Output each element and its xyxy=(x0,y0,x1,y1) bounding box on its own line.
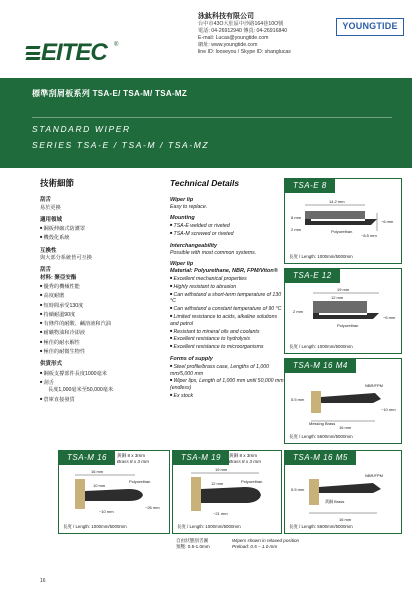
band-divider xyxy=(32,117,392,118)
steel-profile xyxy=(313,301,367,313)
steel-profile xyxy=(305,211,365,219)
list-item: ■ Resistant to mineral oils and coolants xyxy=(170,328,285,336)
card-length: 長度 / Length: 5600mm/5000mm xyxy=(289,434,353,439)
brass-profile xyxy=(309,479,319,505)
brass-profile xyxy=(191,477,201,511)
series-subtitle-1: STANDARD WIPER xyxy=(32,124,131,134)
card-tsa-e8 xyxy=(284,178,402,264)
cn-heading: 技術細節 xyxy=(40,178,75,188)
cn-s4-title: 刮舌 xyxy=(40,267,52,274)
card-subtitle-en: Brass 8 x 3 mm xyxy=(117,458,149,464)
card-tag: TSA-M 16 M4 xyxy=(285,359,356,373)
wiper-lip xyxy=(85,489,143,501)
list-item: ■ 高度耐磨 xyxy=(40,291,150,300)
card-subtitle-cn: 黃銅 8 x 3mm xyxy=(229,453,258,458)
en-s1-title: Wiper lip xyxy=(170,196,194,203)
material-label: Polyurethan xyxy=(241,479,263,484)
dim-label: 12 mm xyxy=(211,481,224,486)
list-item: ■ 短時間承受130度 xyxy=(40,301,150,310)
card-tag: TSA-M 16 M5 xyxy=(285,451,356,465)
youngtide-logo: YOUNGTIDE xyxy=(336,18,404,36)
wiper-lip xyxy=(319,483,381,493)
footnote-en xyxy=(232,538,299,550)
wiper-lip xyxy=(305,219,377,225)
card-length: 長度 / Length: 1000mm/5000mm xyxy=(63,524,127,529)
dim-label: ~10 mm xyxy=(99,509,114,514)
footnote-cn-2: 預壓: 0.5-1.0mm xyxy=(176,544,210,549)
technical-details-en xyxy=(170,180,285,400)
list-item: ■ 優秀的機械性能 xyxy=(40,282,150,291)
card-tsa-m16-m5 xyxy=(284,450,402,534)
list-item: ■ TSA-M screwed or riveted xyxy=(170,230,285,238)
list-item: ■ Wiper lips, Length of 1,000 mm until 50,000 mm (endless) xyxy=(170,377,285,392)
list-item: ■ Excellent mechanical properties xyxy=(170,275,285,283)
cn-s3-text: 與大部分系統皆可互換 xyxy=(40,255,92,262)
en-s3-text: Possible with most common systems. xyxy=(170,249,257,256)
eitec-logo xyxy=(26,40,118,66)
dim-label: ~6 mm xyxy=(383,315,396,320)
footnote-cn-1: 自由狀態刮舌圖 xyxy=(176,538,209,543)
card-tag: TSA-E 8 xyxy=(285,179,335,193)
list-item: ■ Can withstand a short-term temperature of 130 °C xyxy=(170,291,285,306)
card-subtitle xyxy=(117,453,149,464)
card-tag: TSA-M 19 xyxy=(173,451,229,465)
dim-label: 16 mm xyxy=(339,425,352,430)
list-item: ■ Limited resistance to acids, alkaline solutions and petrol xyxy=(170,313,285,328)
dim-label: 19 mm xyxy=(215,467,228,472)
list-item: ■ 耐礦物油和冷卻液 xyxy=(40,328,150,337)
series-title-cn: 標準刮屑板系列 TSA-E/ TSA-M/ TSA-MZ xyxy=(32,89,188,98)
dim-label: ~21 mm xyxy=(213,511,228,516)
card-tag: TSA-E 12 xyxy=(285,269,340,283)
card-tsa-m16-m4 xyxy=(284,358,402,444)
company-address: 台中市43O大肚區中沙路164巷10O號 xyxy=(198,21,284,27)
wiper-lip xyxy=(321,393,381,403)
material-label: Polyurethan xyxy=(331,229,353,234)
material-label: NBR/FPM xyxy=(365,383,383,388)
company-web[interactable]: 網址: www.youngtide.com xyxy=(198,42,258,48)
material-label: Messing Brass xyxy=(309,421,336,426)
series-subtitle-2: SERIES TSA-E / TSA-M / TSA-MZ xyxy=(32,140,210,150)
material-label: NBR/FPM xyxy=(365,473,383,478)
dim-label: ~6 mm xyxy=(381,219,394,224)
company-contacts: line ID: looseyou / Skype ID: shanglucas xyxy=(198,49,291,55)
dim-label: 2 mm xyxy=(293,309,303,314)
material-label: Polyurethan xyxy=(129,479,151,484)
wiper-lip xyxy=(313,313,379,319)
list-item: ■ TSA-E welded or riveted xyxy=(170,222,285,230)
brass-profile xyxy=(311,391,321,413)
cn-s1-text: 易於更換 xyxy=(40,204,61,211)
footnote-cn xyxy=(176,538,210,550)
cn-s3-title: 互換性 xyxy=(40,247,57,254)
card-subtitle xyxy=(229,453,261,464)
list-item: ■ 持續耐溫90度 xyxy=(40,310,150,319)
en-s3-title: Interchangeability xyxy=(170,242,218,249)
dim-label: 14.2 mm xyxy=(329,199,345,204)
dim-label: 16 mm xyxy=(91,469,104,474)
company-name: 泳鈦科技有限公司 xyxy=(198,13,254,20)
logo-stripes-icon xyxy=(26,46,40,60)
material-label: 黃銅 Brass xyxy=(325,499,345,504)
cn-s4-material: 材料: 聚亞安酯 xyxy=(40,274,77,281)
cn-s2-title: 適用領域 xyxy=(40,216,63,223)
en-s4-material: Material: Polyurethane, NBR, FPM/Viton® xyxy=(170,268,278,275)
card-tsa-e12 xyxy=(284,268,402,354)
en-heading: Technical Details xyxy=(170,178,240,188)
list-item: ■ 刮舌 xyxy=(40,378,150,387)
dim-label: 12 mm xyxy=(331,295,344,300)
dim-label: ~10 mm xyxy=(381,407,396,412)
card-length: 長度 / Length: 5600mm/5000mm xyxy=(289,524,353,529)
technical-details-cn xyxy=(40,180,150,404)
cn-s5-title: 供貨形式 xyxy=(40,361,63,368)
en-s5-title: Forms of supply xyxy=(170,355,213,362)
list-item: ■ Steel profile/brass case, Lengths of 1,000 mm/5,000 mm xyxy=(170,363,285,378)
card-length: 長度 / Length: 1000mm/5000mm xyxy=(289,254,353,259)
dim-label: 5.5 mm xyxy=(291,487,305,492)
list-item: ■ 機殼化系統 xyxy=(40,233,150,242)
material-label: Polyurethan xyxy=(337,323,359,328)
card-subtitle-en: Brass 8 x 3 mm xyxy=(229,458,261,464)
card-tsa-m16 xyxy=(58,450,170,534)
dim-label: 16 mm xyxy=(339,517,352,522)
dim-label: ~8.5 mm xyxy=(361,233,377,238)
list-item: ■ 極佳的耐水解性 xyxy=(40,338,150,347)
footnote-en-1: Wipers shown in relaxed position xyxy=(232,538,300,543)
footnote-en-2: Preload: 0.5 – 1.0 mm xyxy=(232,544,278,549)
list-item: ■ 鋼板支撐部件長度1000毫米 xyxy=(40,369,150,378)
en-s4-title: Wiper lip xyxy=(170,261,194,268)
company-info xyxy=(198,12,318,56)
list-item: ■ 倉庫直接發貨 xyxy=(40,395,150,404)
page-number: 16 xyxy=(40,578,46,584)
card-length: 長度 / Length: 1000mm/5000mm xyxy=(289,344,353,349)
list-item: 長度1,000毫米至50,000毫米 xyxy=(48,387,114,394)
dim-label: 10 mm xyxy=(93,483,106,488)
list-item: ■ Excellent resistance to hydrolysis xyxy=(170,335,285,343)
dim-label: 2 mm xyxy=(291,227,301,232)
card-length: 長度 / Length: 1000mm/5000mm xyxy=(177,524,241,529)
registered-mark: ® xyxy=(114,42,119,48)
en-s1-text: Easy to replace. xyxy=(170,203,208,210)
card-subtitle-cn: 黃銅 8 x 3mm xyxy=(117,453,146,458)
list-item: ■ Highly resistant to abrasion xyxy=(170,283,285,291)
list-item: ■ Can withstand a constant temperature of 90 °C xyxy=(170,305,285,313)
company-phone: 電話: 04-26912940 傳真: 04-26916840 xyxy=(198,28,288,34)
list-item: ■ 極佳的耐微生物性 xyxy=(40,347,150,356)
cn-s1-title: 刮舌 xyxy=(40,197,52,204)
dim-label: 8 mm xyxy=(291,215,301,220)
list-item: ■ Ex stock xyxy=(170,392,285,400)
card-tsa-m19 xyxy=(172,450,282,534)
brand-name: EITEC xyxy=(41,39,107,66)
brass-profile xyxy=(75,479,85,509)
en-s2-title: Mounting xyxy=(170,215,195,222)
dim-label: 5.5 mm xyxy=(291,397,305,402)
company-email[interactable]: E-mail: Lucas@youngtide.com xyxy=(198,35,269,41)
list-item: ■ 鋼板伸縮式防護罩 xyxy=(40,224,150,233)
dim-label: ~26 mm xyxy=(145,505,160,510)
dim-label: 19 mm xyxy=(337,287,350,292)
card-tag: TSA-M 16 xyxy=(59,451,115,465)
wiper-lip xyxy=(201,487,261,503)
list-item: ■ Excellent resistance to microorganisms xyxy=(170,343,285,351)
list-item: ■ 有條件的耐酸、鹹溶液和汽油 xyxy=(40,319,150,328)
